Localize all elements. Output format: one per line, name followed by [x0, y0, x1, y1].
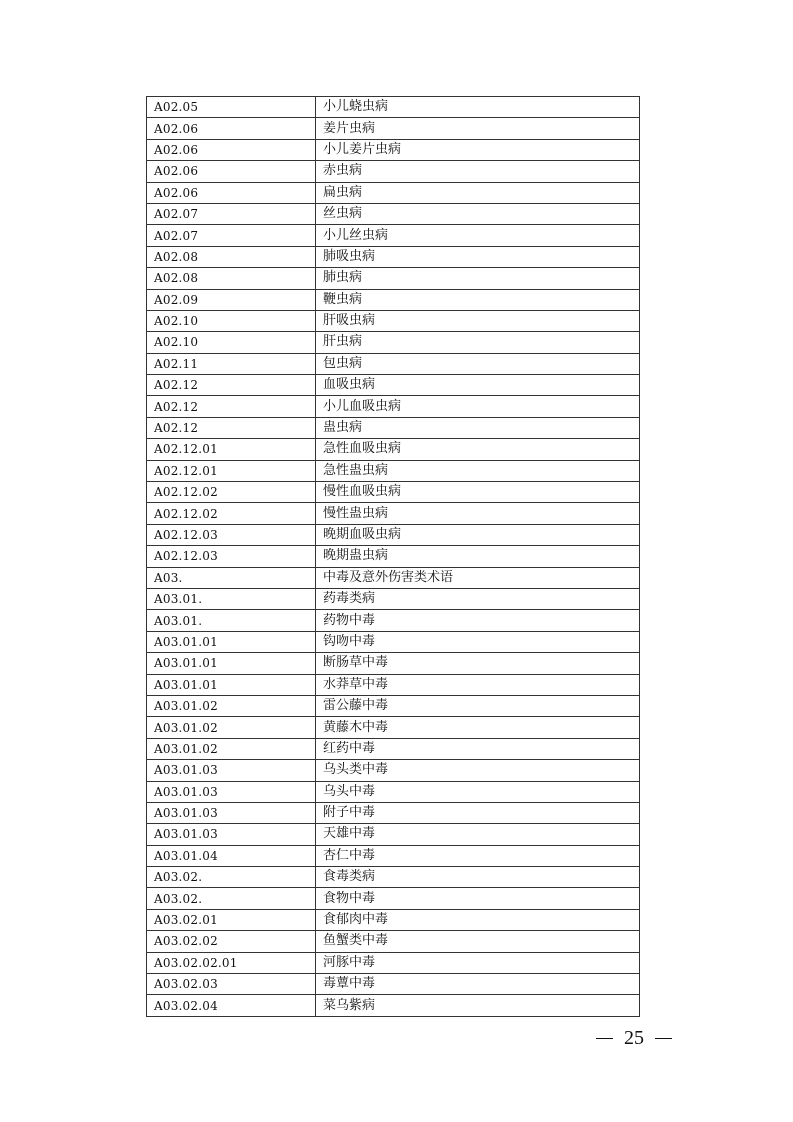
term-cell: 小儿蛲虫病	[316, 97, 640, 118]
term-cell: 血吸虫病	[316, 375, 640, 396]
table-row	[147, 695, 640, 716]
table-row	[147, 760, 640, 781]
term-cell: 小儿丝虫病	[316, 225, 640, 246]
table-row	[147, 781, 640, 802]
table-row	[147, 460, 640, 481]
code-cell: A02.06	[147, 139, 316, 160]
term-cell: 食毒类病	[316, 867, 640, 888]
table-row	[147, 225, 640, 246]
code-cell: A03.01.03	[147, 802, 316, 823]
page-footer	[596, 1024, 672, 1052]
term-cell: 水莽草中毒	[316, 674, 640, 695]
table-row	[147, 396, 640, 417]
table-row	[147, 161, 640, 182]
term-cell: 红药中毒	[316, 738, 640, 759]
table-row	[147, 203, 640, 224]
term-cell: 肺虫病	[316, 268, 640, 289]
term-cell: 菜乌紫病	[316, 995, 640, 1016]
code-cell: A02.12.01	[147, 460, 316, 481]
term-cell: 药毒类病	[316, 588, 640, 609]
code-cell: A03.01.02	[147, 695, 316, 716]
code-cell: A03.01.01	[147, 653, 316, 674]
code-cell: A03.01.	[147, 588, 316, 609]
code-cell: A02.10	[147, 310, 316, 331]
code-cell: A02.05	[147, 97, 316, 118]
term-cell: 毒蕈中毒	[316, 974, 640, 995]
table-row	[147, 246, 640, 267]
table-row	[147, 974, 640, 995]
term-cell: 小儿血吸虫病	[316, 396, 640, 417]
code-cell: A02.08	[147, 246, 316, 267]
table-row	[147, 417, 640, 438]
table-row	[147, 610, 640, 631]
term-cell: 中毒及意外伤害类术语	[316, 567, 640, 588]
table-body	[147, 97, 640, 1017]
term-cell: 黄藤木中毒	[316, 717, 640, 738]
term-cell: 杏仁中毒	[316, 845, 640, 866]
code-cell: A02.10	[147, 332, 316, 353]
code-cell: A03.01.02	[147, 717, 316, 738]
code-cell: A03.01.	[147, 610, 316, 631]
table-row	[147, 888, 640, 909]
term-cell: 肝虫病	[316, 332, 640, 353]
code-cell: A03.01.01	[147, 674, 316, 695]
term-cell: 晚期血吸虫病	[316, 524, 640, 545]
term-cell: 慢性蛊虫病	[316, 503, 640, 524]
term-cell: 河豚中毒	[316, 952, 640, 973]
term-cell: 丝虫病	[316, 203, 640, 224]
code-cell: A03.02.02	[147, 931, 316, 952]
term-cell: 蛊虫病	[316, 417, 640, 438]
term-cell: 肺吸虫病	[316, 246, 640, 267]
term-cell: 姜片虫病	[316, 118, 640, 139]
table-row	[147, 738, 640, 759]
term-cell: 鱼蟹类中毒	[316, 931, 640, 952]
code-cell: A02.09	[147, 289, 316, 310]
code-cell: A02.12.02	[147, 503, 316, 524]
code-cell: A02.06	[147, 182, 316, 203]
code-cell: A03.02.	[147, 888, 316, 909]
code-cell: A02.07	[147, 203, 316, 224]
code-cell: A03.02.04	[147, 995, 316, 1016]
table-row	[147, 332, 640, 353]
term-cell: 钩吻中毒	[316, 631, 640, 652]
code-cell: A02.12	[147, 417, 316, 438]
table-row	[147, 824, 640, 845]
table-row	[147, 653, 640, 674]
table-row	[147, 546, 640, 567]
table-row	[147, 802, 640, 823]
table-row	[147, 909, 640, 930]
code-cell: A03.01.03	[147, 760, 316, 781]
table-row	[147, 567, 640, 588]
table-row	[147, 482, 640, 503]
table-row	[147, 524, 640, 545]
table-row	[147, 353, 640, 374]
term-cell: 乌头中毒	[316, 781, 640, 802]
dash-right	[655, 1038, 672, 1039]
table-row	[147, 845, 640, 866]
dash-left	[596, 1038, 613, 1039]
code-cell: A02.12.01	[147, 439, 316, 460]
table-row	[147, 289, 640, 310]
table-row	[147, 375, 640, 396]
term-cell: 赤虫病	[316, 161, 640, 182]
code-cell: A03.01.01	[147, 631, 316, 652]
page-number: 25	[624, 1027, 644, 1049]
code-cell: A03.02.	[147, 867, 316, 888]
code-cell: A02.12	[147, 396, 316, 417]
code-cell: A02.11	[147, 353, 316, 374]
code-cell: A02.08	[147, 268, 316, 289]
terminology-table	[146, 96, 640, 1017]
term-cell: 食物中毒	[316, 888, 640, 909]
table-row	[147, 439, 640, 460]
code-cell: A02.12.02	[147, 482, 316, 503]
term-cell: 小儿姜片虫病	[316, 139, 640, 160]
table-row	[147, 310, 640, 331]
term-cell: 食郁肉中毒	[316, 909, 640, 930]
code-cell: A03.01.02	[147, 738, 316, 759]
term-cell: 天雄中毒	[316, 824, 640, 845]
table-row	[147, 97, 640, 118]
term-cell: 附子中毒	[316, 802, 640, 823]
code-cell: A03.01.03	[147, 824, 316, 845]
term-cell: 急性蛊虫病	[316, 460, 640, 481]
term-cell: 药物中毒	[316, 610, 640, 631]
code-cell: A03.02.01	[147, 909, 316, 930]
term-cell: 急性血吸虫病	[316, 439, 640, 460]
term-cell: 雷公藤中毒	[316, 695, 640, 716]
code-cell: A03.02.02.01	[147, 952, 316, 973]
term-cell: 肝吸虫病	[316, 310, 640, 331]
table-row	[147, 717, 640, 738]
table-row	[147, 952, 640, 973]
term-cell: 扁虫病	[316, 182, 640, 203]
term-cell: 鞭虫病	[316, 289, 640, 310]
table-row	[147, 867, 640, 888]
code-cell: A02.12.03	[147, 524, 316, 545]
code-cell: A03.02.03	[147, 974, 316, 995]
code-cell: A02.06	[147, 161, 316, 182]
term-cell: 断肠草中毒	[316, 653, 640, 674]
code-cell: A02.06	[147, 118, 316, 139]
table-row	[147, 931, 640, 952]
term-cell: 慢性血吸虫病	[316, 482, 640, 503]
table-row	[147, 588, 640, 609]
code-cell: A02.07	[147, 225, 316, 246]
table-row	[147, 118, 640, 139]
term-cell: 包虫病	[316, 353, 640, 374]
table-row	[147, 631, 640, 652]
table-row	[147, 182, 640, 203]
table-row	[147, 674, 640, 695]
code-cell: A03.	[147, 567, 316, 588]
term-cell: 晚期蛊虫病	[316, 546, 640, 567]
table-row	[147, 139, 640, 160]
code-cell: A03.01.03	[147, 781, 316, 802]
code-cell: A02.12	[147, 375, 316, 396]
term-cell: 乌头类中毒	[316, 760, 640, 781]
table-row	[147, 995, 640, 1016]
code-cell: A02.12.03	[147, 546, 316, 567]
code-cell: A03.01.04	[147, 845, 316, 866]
table-row	[147, 503, 640, 524]
table-row	[147, 268, 640, 289]
